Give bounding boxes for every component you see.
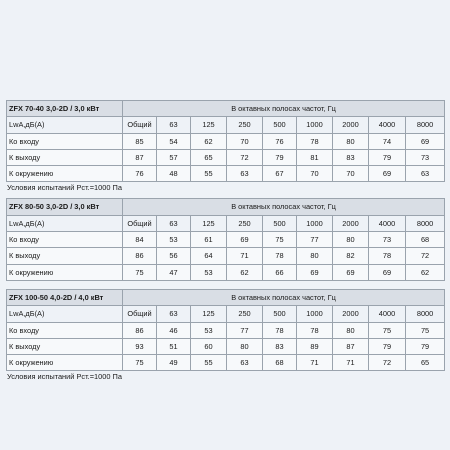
cell: 82	[333, 248, 369, 264]
column-header-total: Общий	[123, 215, 157, 231]
sound-power-table-3	[6, 289, 445, 371]
cell: 79	[406, 338, 445, 354]
cell: 86	[123, 248, 157, 264]
cell: 76	[263, 133, 297, 149]
cell: 46	[157, 322, 191, 338]
cell: 53	[157, 232, 191, 248]
cell: 80	[227, 338, 263, 354]
column-header-125: 125	[191, 306, 227, 322]
cell: 69	[369, 264, 406, 280]
column-header-row	[7, 117, 445, 133]
cell: 56	[157, 248, 191, 264]
cell: 54	[157, 133, 191, 149]
row-label: К выходу	[7, 149, 123, 165]
cell: 71	[227, 248, 263, 264]
spec-block-2	[6, 198, 444, 280]
cell: 70	[333, 166, 369, 182]
row-label: Ко входу	[7, 232, 123, 248]
cell: 61	[191, 232, 227, 248]
cell: 80	[333, 133, 369, 149]
test-conditions-note: Условия испытаний Рст.=1000 Па	[7, 183, 122, 193]
table-title: ZFX 80-50 3,0-2D / 3,0 кВт	[7, 199, 123, 215]
cell: 49	[157, 355, 191, 371]
bands-header: В октавных полосах частот, Гц	[123, 199, 445, 215]
table-title-row	[7, 199, 445, 215]
column-header-63: 63	[157, 117, 191, 133]
cell: 60	[191, 338, 227, 354]
cell: 53	[191, 264, 227, 280]
cell: 55	[191, 355, 227, 371]
column-header-63: 63	[157, 306, 191, 322]
cell: 63	[227, 355, 263, 371]
cell: 74	[369, 133, 406, 149]
cell: 87	[333, 338, 369, 354]
table-row	[7, 248, 445, 264]
cell: 68	[263, 355, 297, 371]
sound-power-table-1	[6, 100, 445, 182]
cell: 53	[191, 322, 227, 338]
cell: 75	[263, 232, 297, 248]
cell: 66	[263, 264, 297, 280]
cell: 71	[333, 355, 369, 371]
table-row	[7, 133, 445, 149]
spec-block-3	[6, 289, 444, 383]
bands-header: В октавных полосах частот, Гц	[123, 101, 445, 117]
cell: 79	[369, 338, 406, 354]
cell: 83	[333, 149, 369, 165]
cell: 69	[333, 264, 369, 280]
column-header-250: 250	[227, 215, 263, 231]
column-header-8000: 8000	[406, 306, 445, 322]
bands-header: В октавных полосах частот, Гц	[123, 289, 445, 305]
cell: 65	[406, 355, 445, 371]
cell: 86	[123, 322, 157, 338]
cell: 72	[369, 355, 406, 371]
column-header-125: 125	[191, 215, 227, 231]
cell: 76	[123, 166, 157, 182]
column-header-2000: 2000	[333, 306, 369, 322]
table-row	[7, 149, 445, 165]
cell: 65	[191, 149, 227, 165]
cell: 81	[297, 149, 333, 165]
cell: 64	[191, 248, 227, 264]
table-row	[7, 322, 445, 338]
column-header-8000: 8000	[406, 215, 445, 231]
cell: 63	[406, 166, 445, 182]
table-row	[7, 166, 445, 182]
column-header-500: 500	[263, 117, 297, 133]
cell: 73	[406, 149, 445, 165]
cell: 78	[297, 133, 333, 149]
cell: 80	[333, 232, 369, 248]
cell: 75	[123, 264, 157, 280]
column-header-500: 500	[263, 215, 297, 231]
cell: 62	[227, 264, 263, 280]
column-header-1000: 1000	[297, 306, 333, 322]
row-label: Ко входу	[7, 133, 123, 149]
test-conditions-note: Условия испытаний Рст.=1000 Па	[7, 372, 122, 382]
cell: 72	[227, 149, 263, 165]
cell: 71	[297, 355, 333, 371]
cell: 63	[227, 166, 263, 182]
cell: 73	[369, 232, 406, 248]
cell: 57	[157, 149, 191, 165]
cell: 75	[369, 322, 406, 338]
cell: 77	[227, 322, 263, 338]
cell: 69	[227, 232, 263, 248]
cell: 69	[297, 264, 333, 280]
table-row	[7, 232, 445, 248]
cell: 72	[406, 248, 445, 264]
cell: 78	[369, 248, 406, 264]
cell: 62	[406, 264, 445, 280]
column-header-lwa: LwA,дБ(A)	[7, 306, 123, 322]
column-header-2000: 2000	[333, 117, 369, 133]
cell: 93	[123, 338, 157, 354]
cell: 67	[263, 166, 297, 182]
column-header-250: 250	[227, 306, 263, 322]
column-header-1000: 1000	[297, 117, 333, 133]
row-label: Ко входу	[7, 322, 123, 338]
cell: 77	[297, 232, 333, 248]
table-row	[7, 338, 445, 354]
column-header-row	[7, 306, 445, 322]
table-row	[7, 264, 445, 280]
sound-power-table-2	[6, 198, 445, 280]
cell: 84	[123, 232, 157, 248]
table-title: ZFX 70-40 3,0-2D / 3,0 кВт	[7, 101, 123, 117]
cell: 89	[297, 338, 333, 354]
cell: 70	[297, 166, 333, 182]
spacer	[6, 281, 444, 289]
cell: 70	[227, 133, 263, 149]
row-label: К выходу	[7, 248, 123, 264]
column-header-63: 63	[157, 215, 191, 231]
cell: 51	[157, 338, 191, 354]
cell: 83	[263, 338, 297, 354]
column-header-row	[7, 215, 445, 231]
column-header-4000: 4000	[369, 306, 406, 322]
spec-page	[6, 100, 444, 383]
column-header-lwa: LwA,дБ(A)	[7, 215, 123, 231]
cell: 69	[369, 166, 406, 182]
cell: 75	[123, 355, 157, 371]
cell: 75	[406, 322, 445, 338]
cell: 68	[406, 232, 445, 248]
cell: 79	[263, 149, 297, 165]
row-label: К выходу	[7, 338, 123, 354]
column-header-500: 500	[263, 306, 297, 322]
cell: 85	[123, 133, 157, 149]
column-header-250: 250	[227, 117, 263, 133]
cell: 69	[406, 133, 445, 149]
table-title-row	[7, 101, 445, 117]
cell: 48	[157, 166, 191, 182]
column-header-total: Общий	[123, 117, 157, 133]
cell: 47	[157, 264, 191, 280]
cell: 62	[191, 133, 227, 149]
column-header-2000: 2000	[333, 215, 369, 231]
cell: 78	[297, 322, 333, 338]
row-label: К окружению	[7, 166, 123, 182]
spec-block-1	[6, 100, 444, 194]
column-header-4000: 4000	[369, 117, 406, 133]
cell: 80	[297, 248, 333, 264]
cell: 55	[191, 166, 227, 182]
table-title: ZFX 100-50 4,0-2D / 4,0 кВт	[7, 289, 123, 305]
table-row	[7, 355, 445, 371]
cell: 78	[263, 248, 297, 264]
cell: 87	[123, 149, 157, 165]
row-label: К окружению	[7, 355, 123, 371]
column-header-125: 125	[191, 117, 227, 133]
column-header-total: Общий	[123, 306, 157, 322]
column-header-lwa: LwA,дБ(A)	[7, 117, 123, 133]
column-header-8000: 8000	[406, 117, 445, 133]
cell: 80	[333, 322, 369, 338]
table-title-row	[7, 289, 445, 305]
cell: 78	[263, 322, 297, 338]
row-label: К окружению	[7, 264, 123, 280]
column-header-1000: 1000	[297, 215, 333, 231]
column-header-4000: 4000	[369, 215, 406, 231]
cell: 79	[369, 149, 406, 165]
